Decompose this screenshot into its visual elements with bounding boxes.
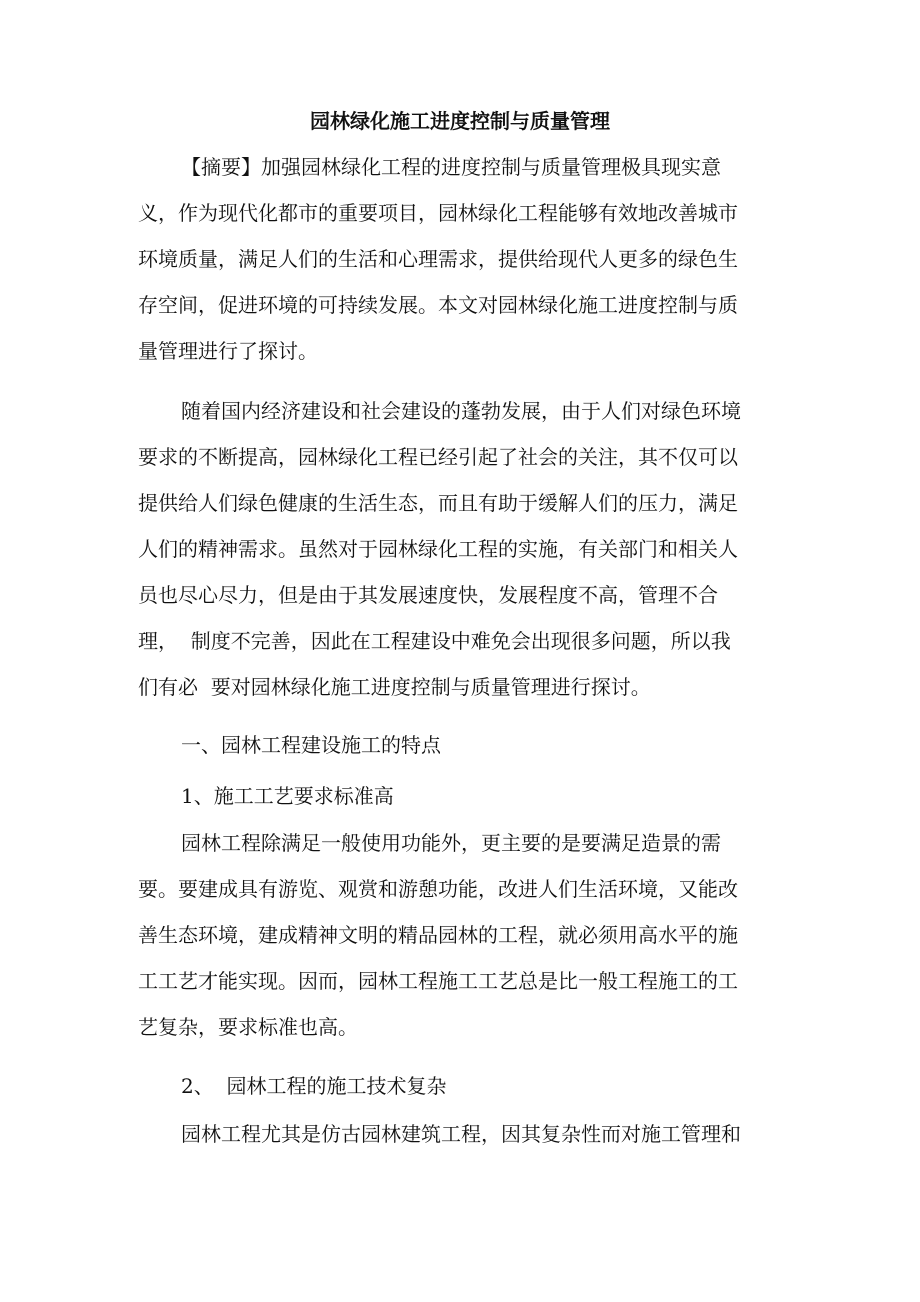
intro-line: 提供给人们绿色健康的生活生态，而且有助于缓解人们的压力，满足 (138, 491, 738, 515)
intro-line: 们有必 要对园林绿化施工进度控制与质量管理进行探讨。 (138, 675, 651, 699)
sub1-body-line: 要。要建成具有游览、观赏和游憩功能，改进人们生活环境，又能改 (138, 877, 738, 901)
intro-line: 人们的精神需求。虽然对于园林绿化工程的实施，有关部门和相关人 (138, 537, 738, 561)
sub1-body-line: 工工艺才能实现。因而，园林工程施工工艺总是比一般工程施工的工 (138, 969, 738, 993)
section-heading: 一、园林工程建设施工的特点 (181, 733, 441, 757)
sub1-body-line: 艺复杂，要求标准也高。 (138, 1015, 358, 1039)
document-title: 园林绿化施工进度控制与质量管理 (310, 109, 610, 133)
abstract-line: 义，作为现代化都市的重要项目，园林绿化工程能够有效地改善城市 (138, 201, 738, 225)
sub1-body-line: 园林工程除满足一般使用功能外，更主要的是要满足造景的需 (181, 831, 721, 855)
abstract-line: 量管理进行了探讨。 (138, 339, 318, 363)
abstract-line: 【摘要】加强园林绿化工程的进度控制与质量管理极具现实意 (181, 155, 721, 179)
sub2-body-line: 园林工程尤其是仿古园林建筑工程，因其复杂性而对施工管理和 (181, 1122, 741, 1146)
intro-line: 要求的不断提高，园林绿化工程已经引起了社会的关注，其不仅可以 (138, 445, 738, 469)
subsection-heading: 2、 园林工程的施工技术复杂 (181, 1074, 447, 1098)
abstract-line: 存空间，促进环境的可持续发展。本文对园林绿化施工进度控制与质 (138, 293, 738, 317)
intro-line: 员也尽心尽力，但是由于其发展速度快，发展程度不高，管理不合 (138, 583, 718, 607)
sub1-body-line: 善生态环境，建成精神文明的精品园林的工程，就必须用高水平的施 (138, 923, 738, 947)
intro-line: 理， 制度不完善，因此在工程建设中难免会出现很多问题，所以我 (138, 629, 731, 653)
subsection-heading: 1、施工工艺要求标准高 (181, 784, 394, 808)
intro-line: 随着国内经济建设和社会建设的蓬勃发展，由于人们对绿色环境 (181, 399, 741, 423)
abstract-line: 环境质量，满足人们的生活和心理需求，提供给现代人更多的绿色生 (138, 247, 738, 271)
